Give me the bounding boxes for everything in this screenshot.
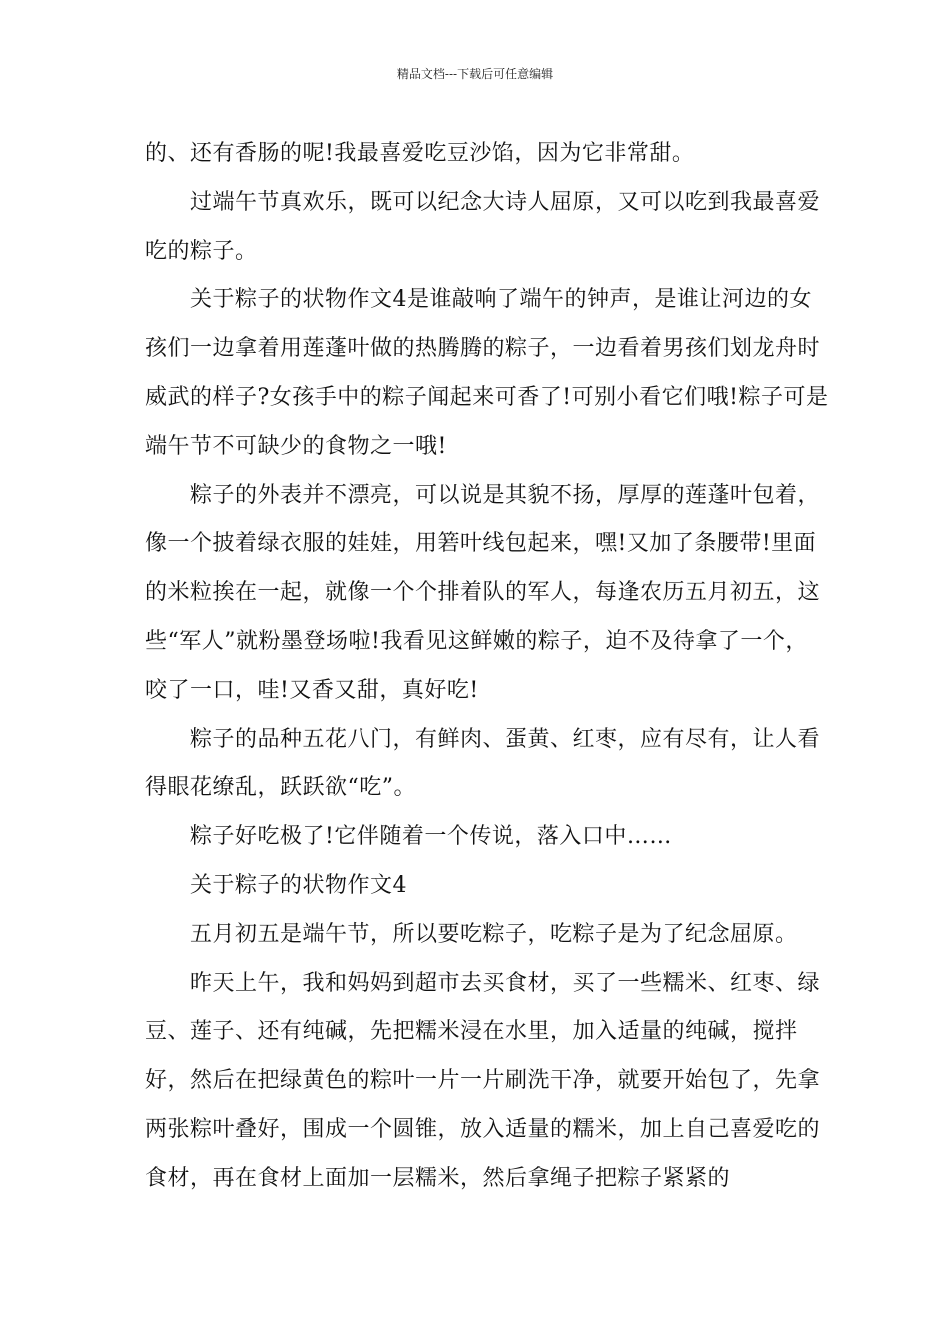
paragraph: 粽子好吃极了!它伴随着一个传说，落入口中…… — [190, 824, 672, 850]
paragraph: 五月初五是端午节，所以要吃粽子，吃粽子是为了纪念屈原。 — [190, 921, 798, 947]
page-header: 精品文档---下载后可任意编辑 — [396, 67, 554, 81]
paragraph: 粽子的品种五花八门，有鲜肉、蛋黄、红枣，应有尽有，让人看得眼花缭乱，跃跃欲“吃”。 — [145, 726, 821, 801]
paragraph: 粽子的外表并不漂亮，可以说是其貌不扬，厚厚的莲蓬叶包着，像一个披着绿衣服的娃娃，用箬叶线包起来，嘿!又加了条腰带!里面的米粒挨在一起，就像一个个排着队的军人，每逢农历五月初五，这些“军人”就粉墨登场啦!我看见这鲜嫩的粽子，迫不及待拿了一个，咬了一口，哇!又香又甜，真好吃! — [145, 482, 821, 703]
paragraph: 昨天上午，我和妈妈到超市去买食材，买了一些糯米、红枣、绿豆、莲子、还有纯碱，先把糯米浸在水里，加入适量的纯碱，搅拌好，然后在把绿黄色的粽叶一片一片刷洗干净，就要开始包了，先拿两张粽叶叠好，围成一个圆锥，放入适量的糯米，加上自己喜爱吃的食材，再在食材上面加一层糯米，然后拿绳子把粽子紧紧的 — [145, 970, 821, 1191]
document-body — [145, 130, 830, 1204]
paragraph: 的、还有香肠的呢!我最喜爱吃豆沙馅，因为它非常甜。 — [145, 141, 695, 166]
paragraph: 关于粽子的状物作文4是谁敲响了端午的钟声，是谁让河边的女孩们一边拿着用莲蓬叶做的热腾腾的粽子，一边看着男孩们划龙舟时威武的样子?女孩手中的粽子闻起来可香了!可别小看它们哦!粽子可是端午节不可缺少的食物之一哦! — [145, 287, 829, 459]
section-title: 关于粽子的状物作文4 — [190, 872, 407, 898]
paragraph: 过端午节真欢乐，既可以纪念大诗人屈原，又可以吃到我最喜爱吃的粽子。 — [145, 189, 821, 264]
